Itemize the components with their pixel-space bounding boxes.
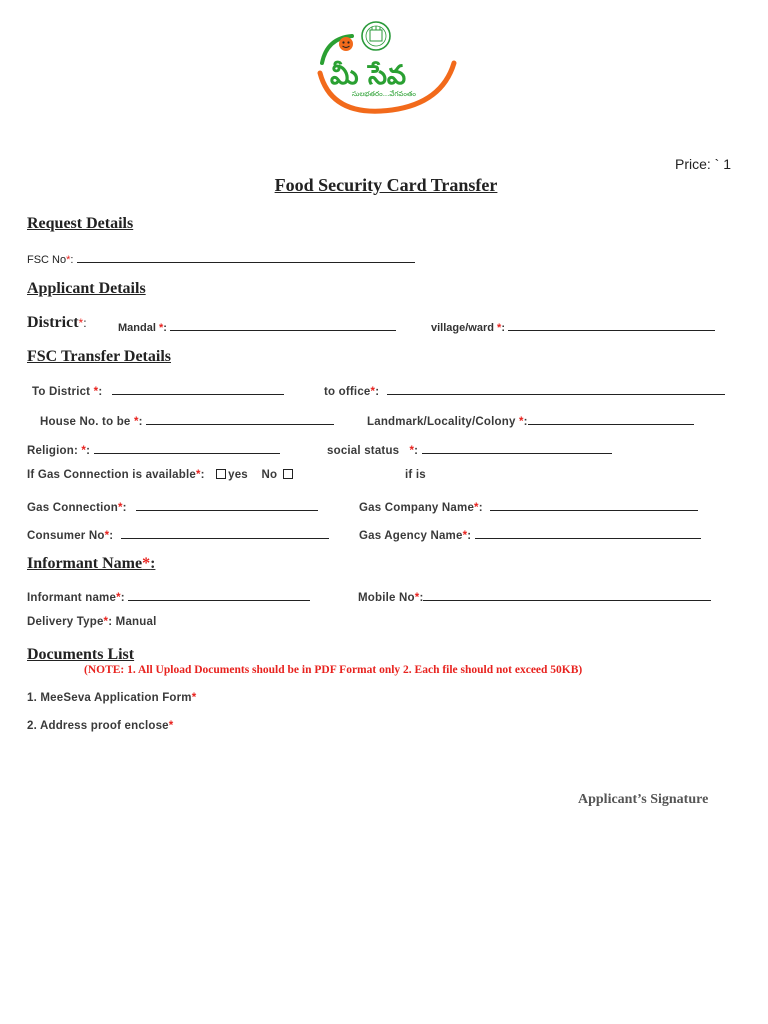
district-label: District [27, 314, 79, 331]
document-item: 2. Address proof enclose* [27, 720, 174, 732]
svg-text:సులభతరం...వేగవంతం: సులభతరం...వేగవంతం [352, 90, 416, 98]
landmark-label: Landmark/Locality/Colony [367, 416, 516, 428]
to-district-field[interactable] [112, 382, 284, 395]
consumer-no-row: Consumer No*: [27, 526, 329, 542]
gas-available-label: If Gas Connection is available [27, 469, 196, 481]
if-is-label: if is [405, 469, 426, 481]
landmark-row: Landmark/Locality/Colony *: [367, 412, 694, 428]
gas-company-row: Gas Company Name*: [359, 498, 698, 514]
religion-row: Religion: *: [27, 441, 280, 457]
religion-field[interactable] [94, 441, 280, 454]
gas-available-row: If Gas Connection is available*: yes No [27, 469, 295, 481]
informant-heading: Informant Name [27, 555, 143, 572]
to-office-label: to office [324, 386, 371, 398]
yes-checkbox[interactable] [216, 469, 226, 479]
religion-label: Religion: [27, 445, 78, 457]
village-row: village/ward *: [431, 318, 715, 334]
delivery-type-value: Manual [115, 616, 157, 628]
section-request-details: Request Details [27, 215, 134, 232]
to-district-row: To District *: [32, 382, 284, 398]
mobile-no-row: Mobile No*: [358, 588, 711, 604]
form-title: Food Security Card Transfer [274, 175, 498, 195]
mandal-row: Mandal *: [118, 318, 396, 334]
district-row: District*: [27, 314, 87, 331]
section-applicant-details: Applicant Details [27, 280, 146, 297]
section-fsc-transfer: FSC Transfer Details [27, 348, 171, 365]
smiley-icon [339, 37, 353, 51]
consumer-no-label: Consumer No [27, 530, 105, 542]
informant-name-field[interactable] [128, 588, 310, 601]
mandal-label: Mandal [118, 322, 156, 334]
no-checkbox[interactable] [283, 469, 293, 479]
gas-connection-field[interactable] [136, 498, 318, 511]
mobile-no-label: Mobile No [358, 592, 415, 604]
informant-name-label: Informant name [27, 592, 117, 604]
landmark-field[interactable] [528, 412, 694, 425]
telangana-emblem-icon [362, 22, 390, 50]
fsc-no-row: FSC No*: [27, 250, 415, 266]
to-district-label: To District [32, 386, 91, 398]
consumer-no-field[interactable] [121, 526, 329, 539]
documents-note: (NOTE: 1. All Upload Documents should be in PDF Format only 2. Each file should not exceed 50KB) [84, 664, 583, 676]
to-office-row: to office*: [324, 382, 725, 398]
gas-company-field[interactable] [490, 498, 698, 511]
social-status-label: social status [327, 445, 400, 457]
delivery-type-label: Delivery Type [27, 616, 104, 628]
house-no-row: House No. to be *: [40, 412, 334, 428]
village-ward-field[interactable] [508, 318, 715, 331]
applicant-signature-label: Applicant’s Signature [578, 792, 709, 807]
house-no-label: House No. to be [40, 416, 131, 428]
gas-agency-label: Gas Agency Name [359, 530, 463, 542]
meeseva-logo [312, 18, 462, 118]
gas-connection-label: Gas Connection [27, 502, 118, 514]
document-item: 1. MeeSeva Application Form* [27, 692, 197, 704]
informant-name-row: Informant name*: [27, 588, 310, 604]
gas-agency-field[interactable] [475, 526, 701, 539]
mandal-field[interactable] [170, 318, 396, 331]
social-status-field[interactable] [422, 441, 612, 454]
section-documents: Documents List [27, 646, 135, 663]
fsc-no-field[interactable] [77, 250, 415, 263]
fsc-no-label: FSC No [27, 254, 67, 266]
delivery-type-row: Delivery Type*: Manual [27, 616, 157, 628]
house-no-field[interactable] [146, 412, 334, 425]
gas-connection-row: Gas Connection*: [27, 498, 318, 514]
village-ward-label: village/ward [431, 322, 494, 334]
no-label: No [261, 469, 278, 481]
gas-agency-row: Gas Agency Name*: [359, 526, 701, 542]
svg-text:మీ సేవ: మీ సేవ [330, 60, 407, 91]
gas-company-label: Gas Company Name [359, 502, 475, 514]
to-office-field[interactable] [387, 382, 725, 395]
mobile-no-field[interactable] [423, 588, 711, 601]
section-informant: Informant Name*: [27, 555, 156, 572]
social-status-row: social status *: [327, 441, 612, 457]
price-label: Price: ` 1 [675, 156, 732, 172]
yes-label: yes [228, 469, 248, 481]
